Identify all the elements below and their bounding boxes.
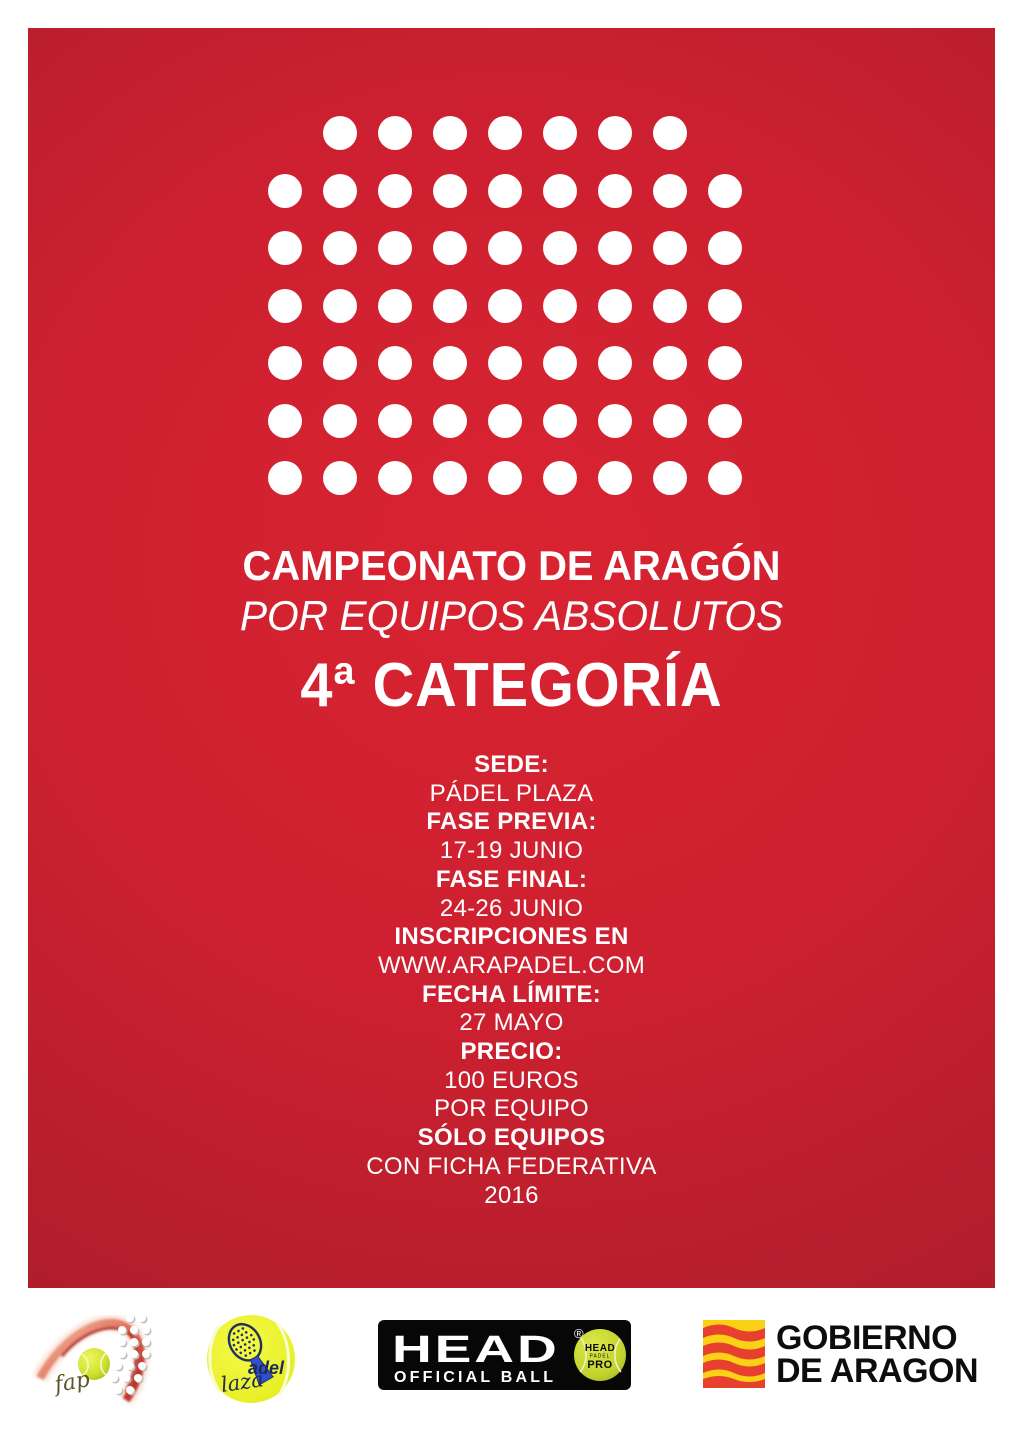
padel-plaza-word-bottom: laza [219,1367,266,1397]
dot [598,289,632,323]
dot [433,404,467,438]
fap-signature: fap [52,1367,92,1398]
dot [653,404,687,438]
dot [598,116,632,150]
dot [433,346,467,380]
dot [433,174,467,208]
detail-line: PRECIO: [460,1038,563,1066]
dot [378,174,412,208]
dot [323,346,357,380]
detail-line: FASE FINAL: [435,865,588,893]
dot [378,116,412,150]
dot [433,231,467,265]
padel-plaza-word-top: adel [248,1358,285,1378]
dot [653,461,687,495]
dot [378,346,412,380]
fap-logo [32,1294,187,1419]
detail-line: FECHA LÍMITE: [422,980,601,1008]
dots-grid [268,116,742,496]
detail-line: INSCRIPCIONES EN [394,923,629,951]
head-ball-line1: HEAD [584,1343,616,1354]
dot [268,231,302,265]
padel-plaza-logo [204,1312,298,1406]
detail-line: SÓLO EQUIPOS [417,1124,606,1152]
dot [653,346,687,380]
detail-line: 2016 [484,1181,539,1209]
dot [598,404,632,438]
dot [378,231,412,265]
dot [323,231,357,265]
dot [268,289,302,323]
detail-line: FASE PREVIA: [426,808,597,836]
detail-line: 24-26 JUNIO [439,894,584,922]
poster-red-panel [28,28,995,1288]
dot [598,346,632,380]
head-logo [378,1320,631,1390]
dot [323,404,357,438]
gobierno-aragon-logo [700,1316,1000,1394]
dot [433,461,467,495]
head-registered-mark: ® [574,1326,584,1341]
detail-line: PÁDEL PLAZA [429,779,594,807]
dot [378,289,412,323]
title-line1: CAMPEONATO DE ARAGÓN [242,542,781,589]
dot [323,116,357,150]
dot [653,289,687,323]
aragon-flag-icon [703,1320,765,1388]
detail-line: POR EQUIPO [433,1095,590,1123]
dot [433,116,467,150]
head-ball-line3: PRO [587,1359,613,1371]
head-brand: HEAD [392,1328,560,1371]
dot [323,289,357,323]
dot [598,174,632,208]
gobierno-line2: DE ARAGON [776,1352,979,1390]
dot [708,404,742,438]
dot [653,116,687,150]
dot [268,174,302,208]
title-block [28,544,995,719]
dot [488,461,522,495]
dot [708,289,742,323]
event-details [28,751,995,1210]
dot [323,174,357,208]
head-ball [574,1329,626,1381]
dot [488,231,522,265]
dot [543,116,577,150]
dot [598,461,632,495]
dot [708,461,742,495]
dot [543,231,577,265]
dot [488,346,522,380]
dot [268,404,302,438]
head-ball-line2: PADEL [589,1353,611,1360]
detail-line: 100 EUROS [444,1066,579,1094]
dot [543,289,577,323]
dot [543,404,577,438]
dot [488,116,522,150]
detail-line: SEDE: [474,751,549,778]
dot [543,174,577,208]
dot [653,174,687,208]
dot [598,231,632,265]
dot [488,174,522,208]
detail-line: 27 MAYO [459,1009,564,1037]
dot [708,231,742,265]
dot [268,346,302,380]
detail-line: 17-19 JUNIO [439,837,584,865]
title-line3: 4ª CATEGORÍA [300,651,723,720]
dot [378,404,412,438]
dot [323,461,357,495]
sponsor-footer [0,1288,1024,1448]
title-line2: POR EQUIPOS ABSOLUTOS [239,592,784,639]
dot [708,346,742,380]
gobierno-line1: GOBIERNO [776,1319,958,1357]
detail-line: CON FICHA FEDERATIVA [366,1152,657,1180]
detail-line: WWW.ARAPADEL.COM [377,951,646,979]
dot [653,231,687,265]
dot [433,289,467,323]
dot [543,461,577,495]
dot [708,174,742,208]
head-subtitle: OFFICIAL BALL [394,1369,557,1386]
dot [268,461,302,495]
dot [378,461,412,495]
dot [543,346,577,380]
dot [488,404,522,438]
dot [488,289,522,323]
